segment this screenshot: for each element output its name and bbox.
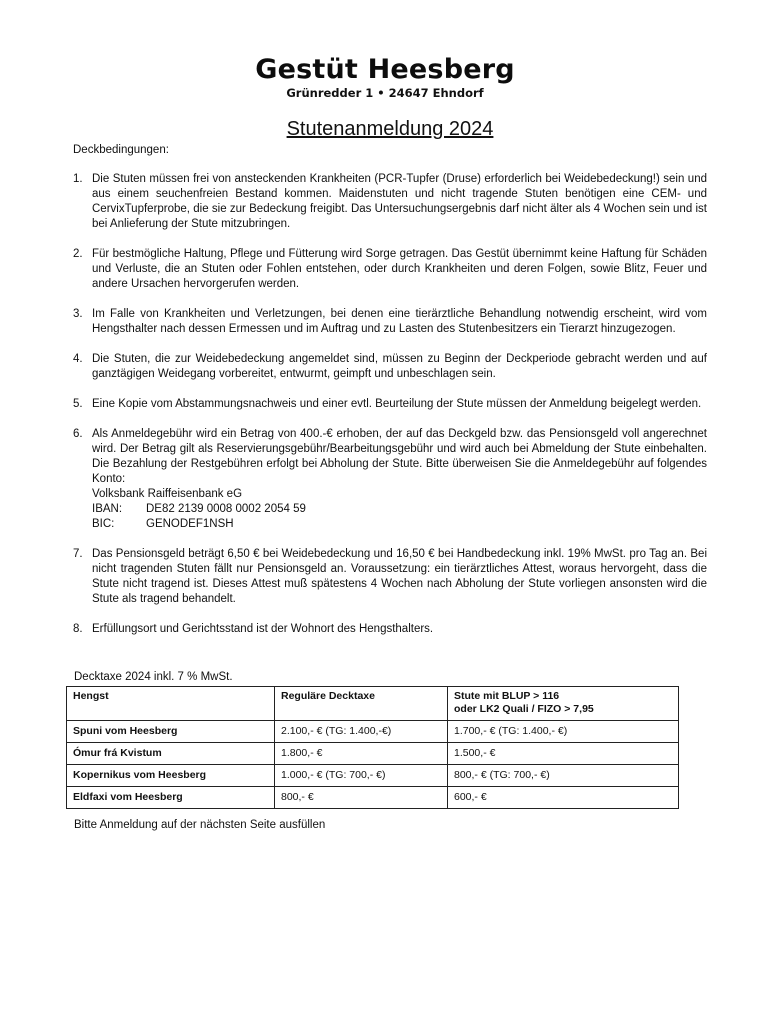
regular-fee: 1.000,- € (TG: 700,- €) [275, 765, 448, 787]
condition-text: Die Stuten, die zur Weidebedeckung angemeldet sind, müssen zu Beginn der Deckperiode gebracht werden und auf ganztägigen Weidegang vorbereitet, entwurmt, geimpft und unbeschlagen sein. [92, 353, 707, 380]
stallion-name: Ómur frá Kvistum [67, 743, 275, 765]
regular-fee: 800,- € [275, 787, 448, 809]
header-blup-line1: Stute mit BLUP > 116 [454, 690, 560, 702]
condition-text: Die Stuten müssen frei von ansteckenden Krankheiten (PCR-Tupfer (Druse) erforderlich bei Weidebedeckung!) sein und aus einem seuchenfreien Bestand kommen. Maidenstuten und nicht tragende Stuten benötigen eine CEM- und CervixTupferprobe, die sie zur Bedeckung freigibt. Das Untersuchungsergebnis darf nicht älter als 4 Wochen sein und ist bei Anlieferung der Stute mitzubringen. [92, 173, 707, 230]
table-row [67, 787, 679, 809]
blup-fee: 1.500,- € [448, 743, 679, 765]
condition-item [73, 427, 707, 532]
stallion-name: Spuni vom Heesberg [67, 721, 275, 743]
condition-item [73, 247, 707, 292]
stud-farm-address: Grünredder 1 • 24647 Ehndorf [286, 86, 484, 100]
header-blup-line2: oder LK2 Quali / FIZO > 7,95 [454, 703, 594, 715]
bic-row [92, 517, 707, 532]
regular-fee: 1.800,- € [275, 743, 448, 765]
iban-label: IBAN: [92, 503, 123, 515]
table-row [67, 765, 679, 787]
condition-item [73, 397, 707, 412]
condition-item [73, 172, 707, 232]
header-stallion: Hengst [67, 687, 275, 721]
blup-fee: 1.700,- € (TG: 1.400,- €) [448, 721, 679, 743]
footer-note: Bitte Anmeldung auf der nächsten Seite ausfüllen [74, 819, 326, 831]
tariff-caption: Decktaxe 2024 inkl. 7 % MwSt. [74, 671, 233, 683]
header-blup-fee [448, 687, 679, 721]
condition-text: Für bestmögliche Haltung, Pflege und Fütterung wird Sorge getragen. Das Gestüt übernimmt keine Haftung für Schäden und Verluste, die an Stuten oder Fohlen entstehen, oder durch Krankheiten und deren Folgen, sowie Blitz, Feuer und andere Ursachen hervorgerufen werden. [92, 248, 707, 290]
condition-text: Erfüllungsort und Gerichtsstand ist der Wohnort des Hengsthalters. [92, 623, 434, 635]
bank-details [92, 487, 707, 532]
iban-row [92, 502, 707, 517]
condition-text: Das Pensionsgeld beträgt 6,50 € bei Weidebedeckung und 16,50 € bei Handbedeckung inkl. 19% MwSt. pro Tag an. Bei nicht tragenden Stuten fällt nur Pensionsgeld an. Voraussetzung: ein tierärztliches Attest, woraus hervorgeht, dass die Stute nicht tragend ist. Dieses Attest muß spätestens 4 Wochen nach Abholung der Stute vorliegen ansonsten wird die Stute als tragend behandelt. [92, 548, 707, 605]
stud-farm-name: Gestüt Heesberg [255, 54, 515, 85]
table-row [67, 721, 679, 743]
conditions-heading: Deckbedingungen: [73, 144, 169, 156]
header-regular-fee: Reguläre Decktaxe [275, 687, 448, 721]
condition-number: 6. [73, 428, 83, 440]
table-header-row [67, 687, 679, 721]
condition-number: 3. [73, 308, 83, 320]
condition-number: 1. [73, 173, 83, 185]
condition-text: Als Anmeldegebühr wird ein Betrag von 400.-€ erhoben, der auf das Deckgeld bzw. das Pensionsgeld voll angerechnet wird. Der Betrag gilt als Reservierungsgebühr/Bearbeitungsgebühr und wird auch bei Abmeldung der Stute einbehalten. Die Bezahlung der Restgebühren erfolgt bei Abholung der Stute. Bitte überweisen Sie die Anmeldegebühr auf folgendes Konto: [92, 428, 707, 485]
conditions-list [73, 172, 707, 652]
condition-text: Im Falle von Krankheiten und Verletzungen, bei denen eine tierärztliche Behandlung notwendig erscheint, wird vom Hengsthalter nach dessen Ermessen und im Auftrag und zu Lasten des Stutenbesitzers ein Tierarzt hinzugezogen. [92, 308, 707, 335]
blup-fee: 600,- € [448, 787, 679, 809]
bank-name-row [92, 487, 707, 502]
condition-item [73, 622, 707, 637]
condition-item [73, 352, 707, 382]
bic-value: GENODEF1NSH [146, 518, 234, 530]
bank-name: Volksbank Raiffeisenbank eG [92, 488, 243, 500]
stud-fee-table [66, 686, 679, 809]
table-row [67, 743, 679, 765]
stallion-name: Kopernikus vom Heesberg [67, 765, 275, 787]
regular-fee: 2.100,- € (TG: 1.400,-€) [275, 721, 448, 743]
stallion-name: Eldfaxi vom Heesberg [67, 787, 275, 809]
condition-number: 2. [73, 248, 83, 260]
bic-label: BIC: [92, 518, 115, 530]
condition-number: 7. [73, 548, 83, 560]
condition-number: 4. [73, 353, 83, 365]
page-title: Stutenanmeldung 2024 [286, 118, 494, 140]
condition-item [73, 307, 707, 337]
condition-text: Eine Kopie vom Abstammungsnachweis und einer evtl. Beurteilung der Stute müssen der Anmeldung beigelegt werden. [92, 398, 702, 410]
condition-item [73, 547, 707, 607]
condition-number: 8. [73, 623, 83, 635]
blup-fee: 800,- € (TG: 700,- €) [448, 765, 679, 787]
condition-number: 5. [73, 398, 83, 410]
iban-value: DE82 2139 0008 0002 2054 59 [146, 503, 306, 515]
